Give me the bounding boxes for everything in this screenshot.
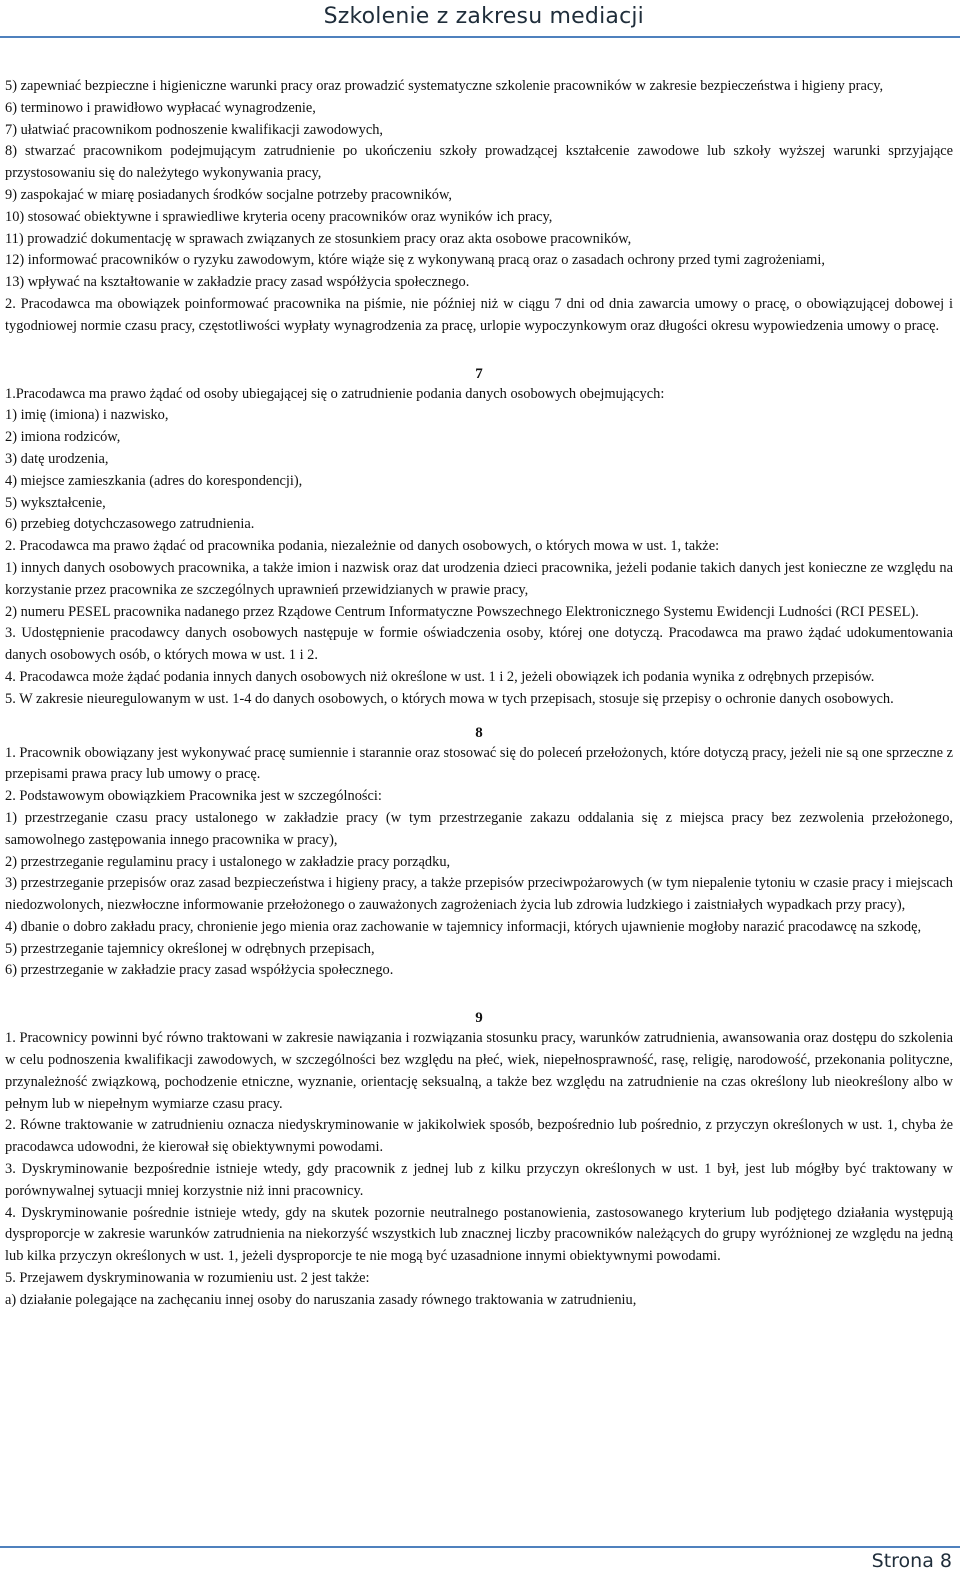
paragraph: 1) przestrzeganie czasu pracy ustalonego w zakładzie pracy (w tym przestrzeganie zakazu oddalania się z miejsca pracy bez zezwolenia przełożonego, samowolnego zastępowania innego pracownika w pracy), (5, 809, 953, 848)
paragraph: 1. Pracownicy powinni być równo traktowani w zakresie nawiązania i rozwiązania stosunku pracy, warunków zatrudnienia, awansowania oraz dostępu do szkolenia w celu podnoszenia kwalifikacji zawodowych, w szczególności bez względu na płeć, wiek, niepełnosprawność, rasę, religię, narodowość, przekonania polityczne, przynależność związkową, pochodzenie etniczne, wyznanie, orientację seksualną, a także bez względu na zatrudnienie na czas określony lub nieokreślony albo w pełnym lub w niepełnym wymiarze czasu pracy. (5, 1030, 953, 1112)
paragraph: 1) innych danych osobowych pracownika, a także imion i nazwisk oraz dat urodzenia dzieci pracownika, jeżeli podanie takich danych jest konieczne ze względu na korzystanie przez pracownika ze szczególnych uprawnień przewidzianych w prawie pracy, (5, 559, 953, 598)
paragraph: 2) imiona rodziców, (5, 429, 121, 446)
paragraph: 4. Pracodawca może żądać podania innych danych osobowych niż określone w ust. 1 i 2, jeżeli obowiązek ich podania wynika z odrębnych przepisów. (5, 668, 875, 685)
paragraph: 5) wykształcenie, (5, 494, 106, 511)
paragraph: 5. W zakresie nieuregulowanym w ust. 1-4 do danych osobowych, o których mowa w tych przepisach, stosuje się przepisy o ochronie danych osobowych. (5, 690, 894, 707)
paragraph: 8) stwarzać pracownikom podejmującym zatrudnienie po ukończeniu szkoły prowadzącej kształcenie zawodowe lub szkoły wyższej warunki sprzyjające przystosowaniu się do należytego wykonywania pracy, (5, 143, 953, 182)
paragraph: 4) dbanie o dobro zakładu pracy, chronienie jego mienia oraz zachowanie w tajemnicy informacji, których ujawnienie mogłoby narazić pracodawcę na szkodę, (5, 918, 922, 935)
section-heading: 9 (475, 1010, 483, 1027)
paragraph: 3. Dyskryminowanie bezpośrednie istnieje wtedy, gdy pracownik z jednej lub z kilku przyczyn określonych w ust. 1 był, jest lub mógłby być traktowany w porównywalnej sytuacji mniej korzystnie niż inni pracownicy. (5, 1161, 953, 1199)
page-header (0, 0, 960, 44)
header-divider (0, 36, 960, 38)
paragraph: 1) imię (imiona) i nazwisko, (5, 407, 169, 424)
paragraph: 5) przestrzeganie tajemnicy określonej w odrębnych przepisach, (5, 940, 375, 957)
paragraph: 11) prowadzić dokumentację w sprawach związanych ze stosunkiem pracy oraz akta osobowe pracowników, (5, 230, 632, 247)
paragraph: 10) stosować obiektywne i sprawiedliwe kryteria oceny pracowników oraz wyników ich pracy, (5, 208, 553, 225)
paragraph: 2. Podstawowym obowiązkiem Pracownika jest w szczególności: (5, 788, 382, 805)
section-heading: 8 (475, 724, 483, 741)
document-title: Szkolenie z zakresu mediacji (323, 4, 644, 29)
paragraph: 3) przestrzeganie przepisów oraz zasad bezpieczeństwa i higieny pracy, a także przepisów przeciwpożarowych (w tym niepalenie tytoniu w czasie pracy i miejscach niedozwolonych, niezwłoczne informowanie przełożonego o zauważonych zagrożeniach życia lub zdrowia ludzkiego i zaistniałych wypadkach przy pracy), (5, 875, 953, 914)
paragraph: 6) przestrzeganie w zakładzie pracy zasad współżycia społecznego. (5, 962, 394, 979)
paragraph: 4) miejsce zamieszkania (adres do korespondencji), (5, 472, 303, 489)
section-heading: 7 (475, 365, 483, 382)
paragraph: 3. Udostępnienie pracodawcy danych osobowych następuje w formie oświadczenia osoby, której one dotyczą. Pracodawca ma prawo żądać udokumentowania danych osobowych osób, o których mowa w ust. 1 i 2. (5, 625, 953, 664)
paragraph: 6) terminowo i prawidłowo wypłacać wynagrodzenie, (5, 99, 316, 116)
paragraph: 7) ułatwiać pracownikom podnoszenie kwalifikacji zawodowych, (5, 121, 384, 138)
paragraph: 12) informować pracowników o ryzyku zawodowym, które wiąże się z wykonywaną pracą oraz o zasadach ochrony przed tymi zagrożeniami, (5, 252, 825, 269)
page-footer (0, 1538, 960, 1575)
page-number: Strona 8 (871, 1550, 952, 1572)
paragraph: 9) zaspokajać w miarę posiadanych środków socjalne potrzeby pracowników, (5, 186, 453, 203)
paragraph: 4. Dyskryminowanie pośrednie istnieje wtedy, gdy na skutek pozornie neutralnego postanowienia, zastosowanego kryterium lub podjętego działania występują dysproporcje w zakresie warunków zatrudnienia na niekorzyść wszystkich lub znacznej liczby pracowników należących do grupy wyróżnionej ze względu na jedną lub kilka przyczyn określonych w ust. 1, jeżeli dysproporcje te nie mogą być uzasadnione innymi obiektywnymi powodami. (5, 1204, 953, 1265)
paragraph: 1. Pracownik obowiązany jest wykonywać pracę sumiennie i starannie oraz stosować się do poleceń przełożonych, które dotyczą pracy, jeżeli nie są one sprzeczne z przepisami prawa pracy lub umowy o pracę. (5, 744, 953, 783)
paragraph: 1.Pracodawca ma prawo żądać od osoby ubiegającej się o zatrudnienie podania danych osobowych obejmujących: (5, 385, 665, 402)
paragraph: 2. Pracodawca ma obowiązek poinformować pracownika na piśmie, nie później niż w ciągu 7 dni od dnia zawarcia umowy o pracę, o obowiązującej dobowej i tygodniowej normie czasu pracy, częstotliwości wypłaty wynagrodzenia za pracę, urlopie wypoczynkowym oraz długości okresu wypowiedzenia umowy o pracę. (5, 295, 953, 334)
paragraph: 6) przebieg dotychczasowego zatrudnienia. (5, 516, 255, 533)
paragraph: 5) zapewniać bezpieczne i higieniczne warunki pracy oraz prowadzić systematyczne szkolenie pracowników w zakresie bezpieczeństwa i higieny pracy, (5, 78, 884, 94)
paragraph: 5. Przejawem dyskryminowania w rozumieniu ust. 2 jest także: (5, 1270, 370, 1287)
paragraph: 2) przestrzeganie regulaminu pracy i ustalonego w zakładzie pracy porządku, (5, 853, 451, 870)
paragraph: a) działanie polegające na zachęcaniu innej osoby do naruszania zasady równego traktowania w zatrudnieniu, (5, 1291, 637, 1308)
document-body (5, 76, 953, 1312)
paragraph: 2) numeru PESEL pracownika nadanego przez Rządowe Centrum Informatyczne Powszechnego Elektronicznego Systemu Ewidencji Ludności (RCI PESEL). (5, 603, 919, 620)
paragraph: 2. Równe traktowanie w zatrudnieniu oznacza niedyskryminowanie w jakikolwiek sposób, bezpośrednio lub pośrednio, z przyczyn określonych w ust. 1, chyba że pracodawca udowodni, że kierował się obiektywnymi powodami. (5, 1117, 953, 1156)
paragraph: 3) datę urodzenia, (5, 450, 109, 467)
paragraph: 13) wpływać na kształtowanie w zakładzie pracy zasad współżycia społecznego. (5, 274, 470, 291)
footer-divider (0, 1546, 960, 1548)
paragraph: 2. Pracodawca ma prawo żądać od pracownika podania, niezależnie od danych osobowych, o których mowa w ust. 1, także: (5, 538, 720, 555)
